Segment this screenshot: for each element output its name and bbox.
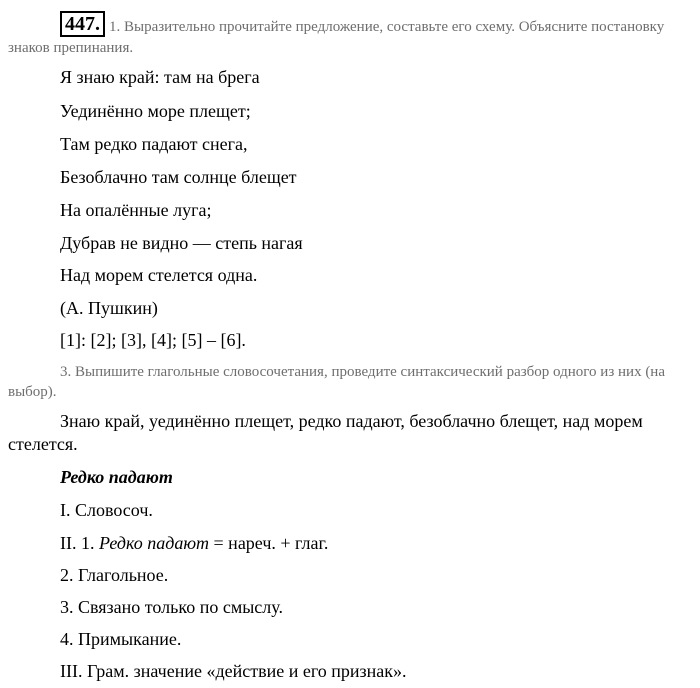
exercise-number: 447. xyxy=(60,11,105,37)
analysis-heading: Редко падают xyxy=(60,467,173,487)
task-3-instruction: 3. Выпишите глагольные словосочетания, проведите синтаксический разбор одного из них (на выбор). xyxy=(8,364,665,400)
analysis-item-2-prefix: II. 1. xyxy=(60,533,99,553)
poem-line-2: Уединённо море плещет; xyxy=(60,101,251,121)
poem-line-1: Я знаю край: там на брега xyxy=(60,67,260,87)
analysis-item-5: 4. Примыкание. xyxy=(60,629,182,649)
task-1-instruction xyxy=(8,12,698,58)
poem-line-3: Там редко падают снега, xyxy=(60,134,248,154)
analysis-item-2 xyxy=(60,532,328,554)
analysis-item-2-phrase: Редко падают xyxy=(99,533,210,553)
task-1-text: 1. Выразительно прочитайте предложение, составьте его схему. Объясните постановку знаков препинания. xyxy=(8,19,665,56)
sentence-scheme: [1]: [2]; [3], [4]; [5] – [6]. xyxy=(60,330,246,350)
poem-author: (А. Пушкин) xyxy=(60,298,158,318)
analysis-item-2-formula: = нареч. + глаг. xyxy=(209,533,329,553)
analysis-item-1: I. Словосоч. xyxy=(60,500,153,520)
analysis-item-4: 3. Связано только по смыслу. xyxy=(60,597,283,617)
analysis-item-3: 2. Глагольное. xyxy=(60,565,169,585)
poem-line-4: Безоблачно там солнце блещет xyxy=(60,167,297,187)
poem-line-5: На опалённые луга; xyxy=(60,200,212,220)
poem-line-7: Над морем стелется одна. xyxy=(60,265,258,285)
analysis-item-6: III. Грам. значение «действие и его признак». xyxy=(60,661,407,681)
answer-phrases: Знаю край, уединённо плещет, редко падают, безоблачно блещет, над морем стелется. xyxy=(8,411,643,454)
poem-line-6: Дубрав не видно — степь нагая xyxy=(60,233,303,253)
